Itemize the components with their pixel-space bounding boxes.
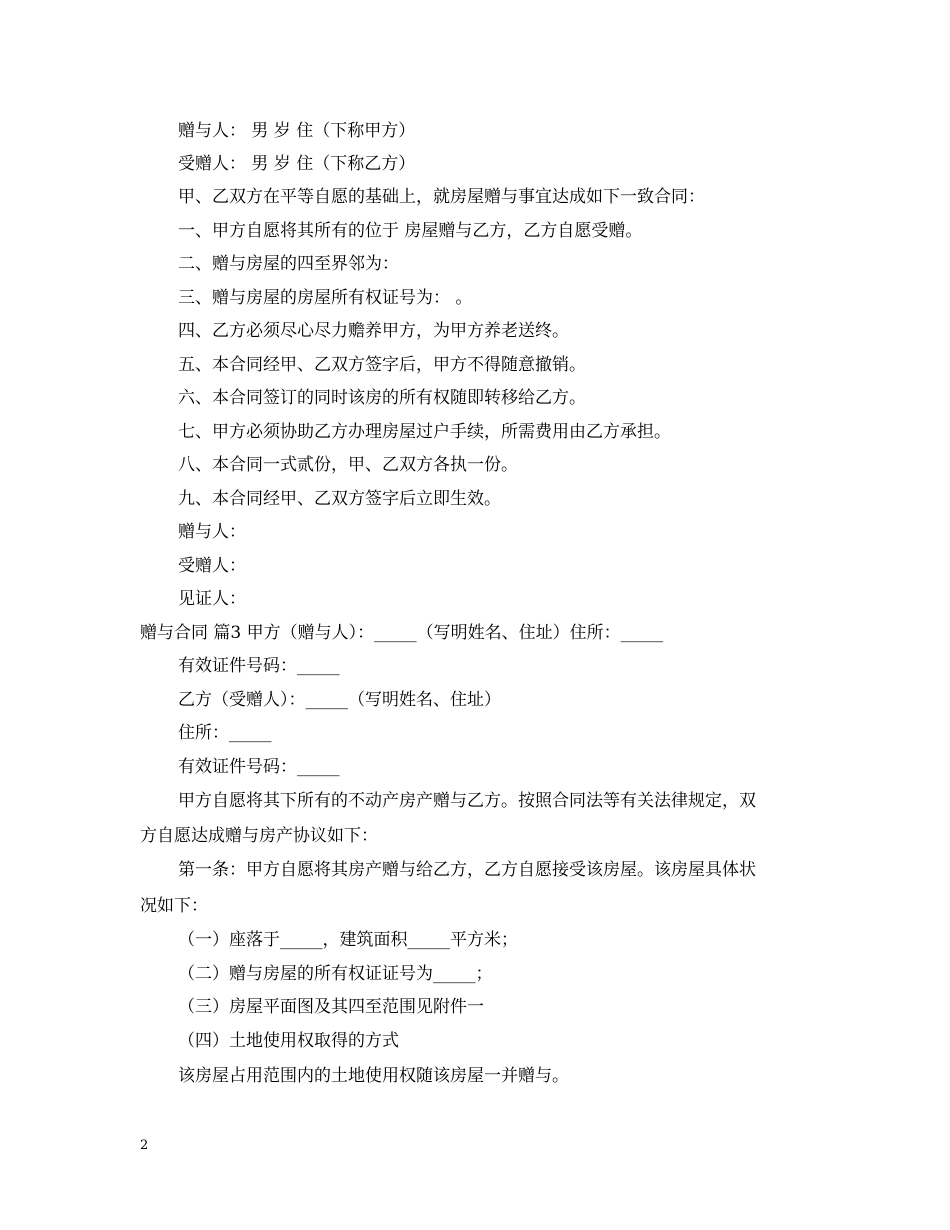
section-heading: 赠与合同 篇3 甲方（赠与人）：_____（写明姓名、住址）住所：_____ (140, 623, 664, 643)
article-1-line-1: 第一条：甲方自愿将其房产赠与给乙方，乙方自愿接受该房屋。该房屋具体状 (178, 860, 756, 880)
clause-8: 八、本合同一式贰份，甲、乙双方各执一份。 (178, 455, 518, 475)
party-a-id-line: 有效证件号码：_____ (178, 656, 340, 676)
item-2: （二）赠与房屋的所有权证证号为_____； (178, 964, 493, 984)
item-1: （一）座落于_____，建筑面积_____平方米； (178, 930, 518, 950)
donor-line: 赠与人： 男 岁 住（下称甲方） (178, 121, 416, 141)
clause-3: 三、赠与房屋的房屋所有权证号为： 。 (178, 288, 473, 308)
clause-6: 六、本合同签订的同时该房的所有权随即转移给乙方。 (178, 388, 586, 408)
signature-donor: 赠与人： (178, 522, 246, 542)
clause-4: 四、乙方必须尽心尽力赡养甲方，为甲方养老送终。 (178, 321, 569, 341)
clause-5: 五、本合同经甲、乙双方签字后，甲方不得随意撤销。 (178, 355, 586, 375)
clause-2: 二、赠与房屋的四至界邻为： (178, 254, 399, 274)
clause-9: 九、本合同经甲、乙双方签字后立即生效。 (178, 489, 501, 509)
land-use-line: 该房屋占用范围内的土地使用权随该房屋一并赠与。 (178, 1066, 569, 1086)
article-1-line-2: 况如下： (140, 896, 208, 916)
item-3: （三）房屋平面图及其四至范围见附件一 (178, 997, 484, 1017)
intro-paragraph-line-1: 甲方自愿将其下所有的不动产房产赠与乙方。按照合同法等有关法律规定，双 (178, 791, 756, 811)
signature-witness: 见证人： (178, 589, 246, 609)
clause-1: 一、甲方自愿将其所有的位于 房屋赠与乙方，乙方自愿受赠。 (178, 221, 643, 241)
page-number: 2 (140, 1138, 149, 1153)
party-b-id-line: 有效证件号码：_____ (178, 757, 340, 777)
party-b-address-line: 住所：_____ (178, 723, 272, 743)
donee-line: 受赠人： 男 岁 住（下称乙方） (178, 154, 416, 174)
preamble-line: 甲、乙双方在平等自愿的基础上，就房屋赠与事宜达成如下一致合同： (178, 187, 705, 207)
clause-7: 七、甲方必须协助乙方办理房屋过户手续，所需费用由乙方承担。 (178, 422, 671, 442)
signature-donee: 受赠人： (178, 556, 246, 576)
intro-paragraph-line-2: 方自愿达成赠与房产协议如下： (140, 826, 378, 846)
item-4: （四）土地使用权取得的方式 (178, 1031, 399, 1051)
party-b-line: 乙方（受赠人）：_____（写明姓名、住址） (178, 690, 501, 710)
